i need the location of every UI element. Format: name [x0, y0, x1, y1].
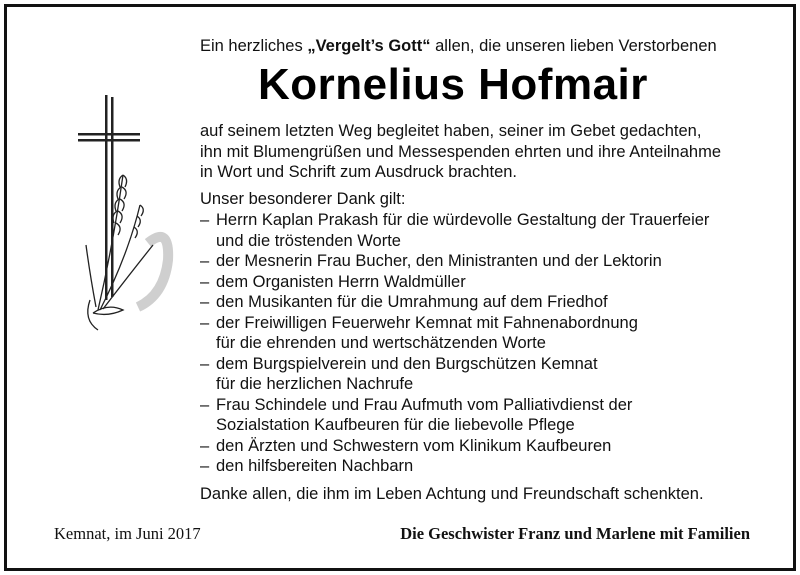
list-item-text: dem Burgspielverein und den Burgschützen Kemnat — [216, 354, 598, 373]
cross-horizontal — [78, 133, 140, 136]
paragraph-line: auf seinem letzten Weg begleitet haben, seiner im Gebet gedachten, — [200, 122, 702, 140]
dash: – — [200, 395, 210, 414]
paragraph-line: in Wort und Schrift zum Ausdruck brachten. — [200, 163, 518, 181]
dash: – — [200, 354, 210, 373]
dash: – — [200, 436, 210, 455]
list-item — [200, 395, 709, 436]
list-item — [200, 313, 709, 354]
dash: – — [200, 272, 210, 291]
thanks-list — [200, 210, 709, 477]
list-item — [200, 354, 709, 395]
dash: – — [200, 293, 210, 311]
dash: – — [200, 313, 210, 332]
cross-vertical-inner — [111, 97, 114, 297]
signature: Die Geschwister Franz und Marlene mit Familien — [400, 524, 750, 543]
closing-line: Danke allen, die ihm im Leben Achtung und Freundschaft schenkten. — [200, 485, 704, 503]
list-item-text: den Ärzten und Schwestern vom Klinikum Kaufbeuren — [216, 436, 612, 455]
list-item — [200, 210, 709, 251]
list-item-text: Frau Schindele und Frau Aufmuth vom Palliativdienst der — [216, 395, 633, 414]
list-item-text: Herrn Kaplan Prakash für die würdevolle Gestaltung der Trauerfeier — [216, 211, 710, 229]
dash: – — [200, 211, 210, 229]
intro-after: allen, die unseren lieben Verstorbenen — [430, 37, 717, 55]
list-item-text: der Mesnerin Frau Bucher, den Ministranten und der Lektorin — [216, 252, 662, 270]
thanks-paragraph — [200, 121, 721, 183]
list-item — [200, 292, 709, 313]
cross-with-wheat-icon — [78, 95, 193, 335]
cross-horizontal-inner — [78, 139, 140, 142]
intro-bold: „Vergelt’s Gott“ — [307, 37, 431, 55]
place-date: Kemnat, im Juni 2017 — [54, 524, 201, 543]
intro-before: Ein herzliches — [200, 37, 308, 55]
special-thanks-title: Unser besonderer Dank gilt: — [200, 190, 406, 208]
list-item-text: den hilfsbereiten Nachbarn — [216, 457, 414, 475]
list-item-continuation: für die ehrenden und wertschätzenden Worte — [216, 334, 546, 352]
list-item-continuation: und die tröstenden Worte — [216, 231, 401, 250]
dash: – — [200, 252, 210, 270]
list-item-continuation: Sozialstation Kaufbeuren für die liebevolle Pflege — [216, 416, 575, 434]
list-item-text: der Freiwilligen Feuerwehr Kemnat mit Fahnenabordnung — [216, 313, 638, 332]
list-item-text: dem Organisten Herrn Waldmüller — [216, 272, 466, 291]
list-item — [200, 436, 709, 457]
list-item — [200, 456, 709, 477]
intro-line — [200, 37, 717, 56]
crescent-shape — [138, 237, 168, 307]
deceased-name: Kornelius Hofmair — [258, 60, 648, 109]
list-item-continuation: für die herzlichen Nachrufe — [216, 375, 414, 393]
list-item — [200, 272, 709, 293]
list-item — [200, 251, 709, 272]
list-item-text: den Musikanten für die Umrahmung auf dem Friedhof — [216, 293, 608, 311]
dash: – — [200, 457, 210, 475]
paragraph-line: ihn mit Blumengrüßen und Messespenden ehrten und ihre Anteilnahme — [200, 142, 721, 161]
